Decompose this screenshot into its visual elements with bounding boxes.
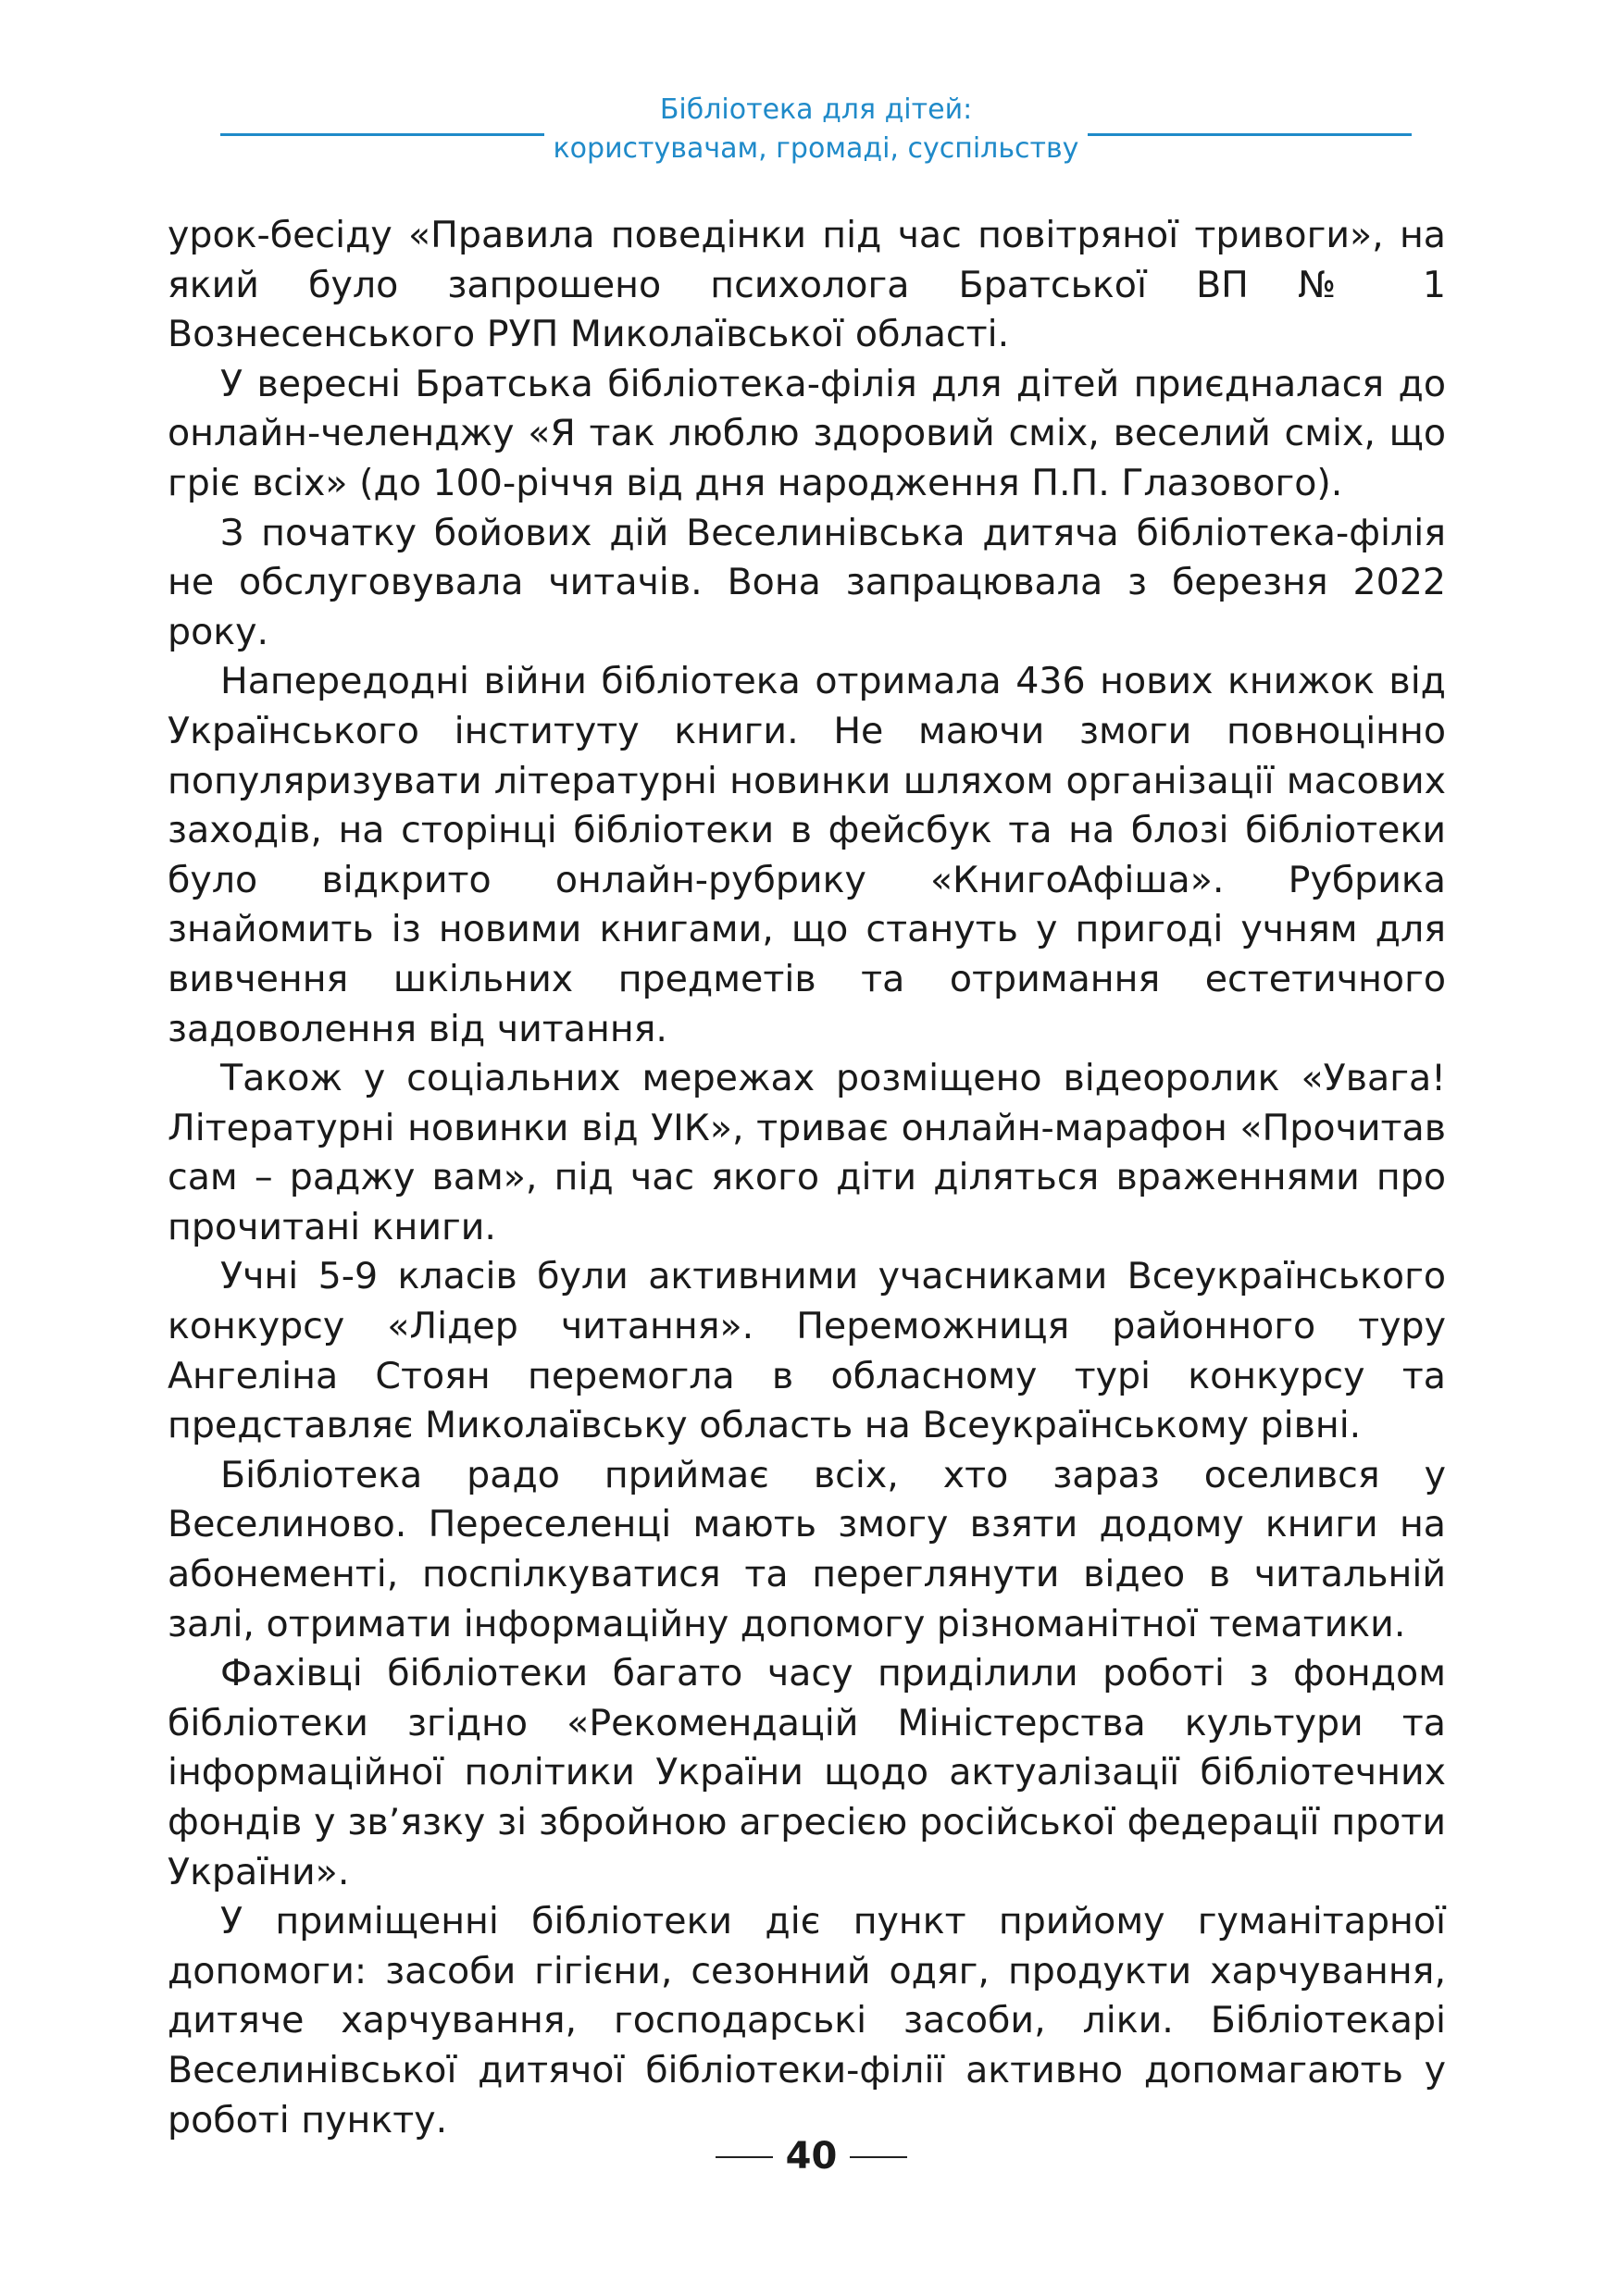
header-title-line-2: користувачам, громаді, суспільству <box>553 132 1079 165</box>
header-title-line-1: Бібліотека для дітей: <box>659 93 973 126</box>
paragraph-2: У вересні Братська бібліотека-філія для дітей приєдналася до онлайн-челенджу «Я так люблю здоровий сміх, веселий сміх, що гріє всіх» (до 100-річчя від дня народження П.П. Глазового). <box>168 362 1446 504</box>
paragraph-6: Учні 5-9 класів були активними учасниками Всеукраїнського конкурсу «Лідер читання». Переможниця районного туру Ангеліна Стоян перемогла в обласному турі конкурсу та представляє Миколаївську область на Всеукраїнському рівні. <box>168 1255 1446 1447</box>
page-footer <box>0 2128 1619 2184</box>
header-rule-left <box>220 133 544 136</box>
page-body <box>168 211 1446 2145</box>
page-number-rule-left <box>716 2156 773 2158</box>
paragraph-7: Бібліотека радо приймає всіх, хто зараз оселився у Веселиново. Переселенці мають змогу взяти додому книги на абонементі, поспілкуватися та переглянути відео в читальній залі, отримати інформаційну допомогу різноманітної тематики. <box>168 1453 1446 1645</box>
header-title <box>544 91 1088 168</box>
header-rule-right <box>1088 133 1412 136</box>
paragraph-9: У приміщенні бібліотеки діє пункт прийому гуманітарної допомоги: засоби гігієни, сезонний одяг, продукти харчування, дитяче харчування, господарські засоби, ліки. Бібліотекарі Веселинівської дитячої бібліотеки-філії активно допомагають у роботі пункту. <box>168 1900 1446 2141</box>
paragraph-8: Фахівці бібліотеки багато часу приділили роботі з фондом бібліотеки згідно «Рекомендацій Міністерства культури та інформаційної політики України щодо актуалізації бібліотечних фондів у зв’язку зі збройною агресією російської федерації проти України». <box>168 1652 1446 1893</box>
paragraph-1: урок-бесіду «Правила поведінки під час повітряної тривоги», на який було запрошено психолога Братської ВП № 1 Вознесенського РУП Миколаївської області. <box>168 214 1446 356</box>
page-number-rule-right <box>850 2156 907 2158</box>
paragraph-4: Напередодні війни бібліотека отримала 436 нових книжок від Українського інституту книги. Не маючи змоги повноцінно популяризувати літературні новинки шляхом організації масових заходів, на сторінці бібліотеки в фейсбук та на блозі бібліотеки було відкрито онлайн-рубрику «КнигоАфіша». Рубрика знайомить із новими книгами, що стануть у пригоді учням для вивчення шкільних предметів та отримання естетичного задоволення від читання. <box>168 660 1446 1050</box>
paragraph-5: Також у соціальних мережах розміщено відеоролик «Увага! Літературні новинки від УІК», триває онлайн-марафон «Прочитав сам – раджу вам», під час якого діти діляться враженнями про прочитані книги. <box>168 1057 1446 1248</box>
page-number: 40 <box>785 2135 838 2178</box>
paragraph-3: З початку бойових дій Веселинівська дитяча бібліотека-філія не обслуговувала читачів. Вона запрацювала з березня 2022 року. <box>168 511 1446 653</box>
running-header <box>0 91 1619 174</box>
